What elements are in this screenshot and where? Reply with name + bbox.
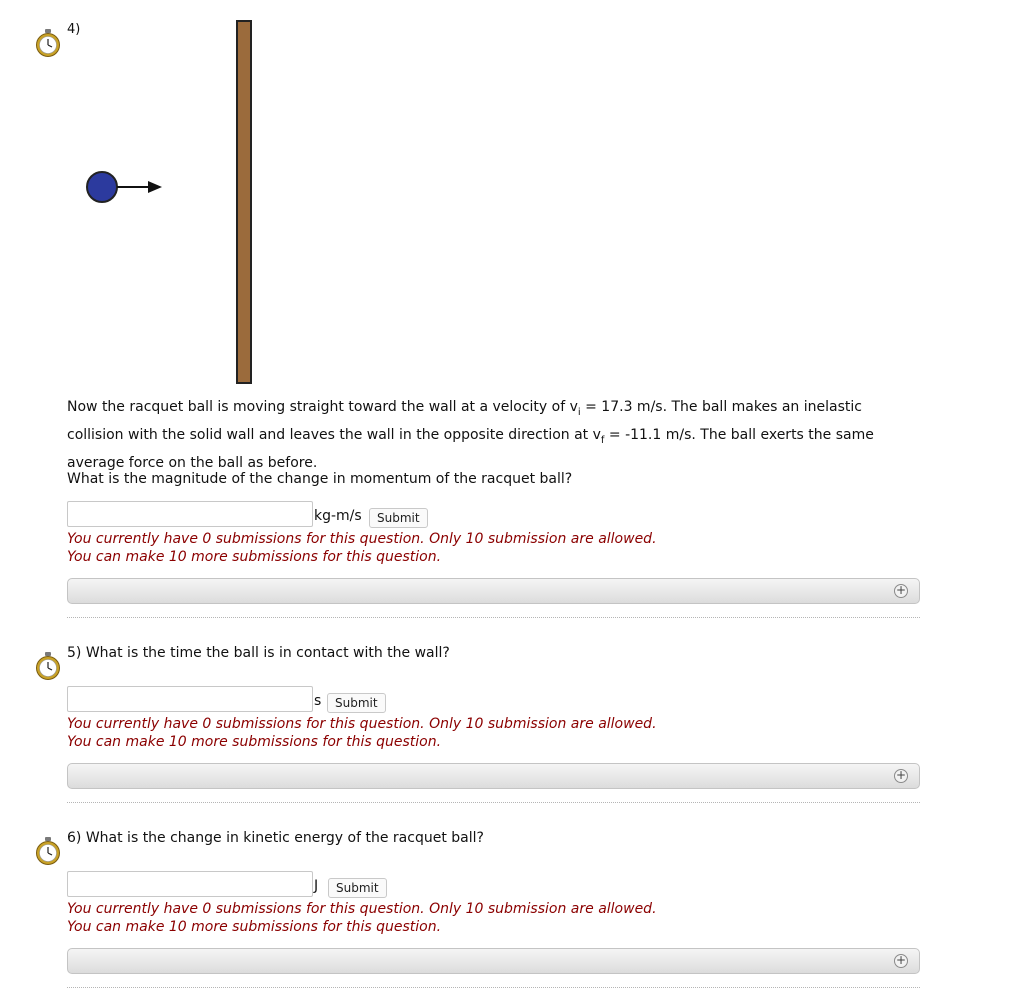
question-6-prompt: 6) What is the change in kinetic energy of the racquet ball? xyxy=(67,830,484,846)
divider xyxy=(67,617,920,618)
submit-button-q6[interactable]: Submit xyxy=(328,878,387,898)
submit-button-q5[interactable]: Submit xyxy=(327,693,386,713)
question-4-number: 4) xyxy=(67,22,81,37)
divider xyxy=(67,987,920,988)
plus-circle-icon[interactable]: + xyxy=(895,583,907,597)
submissions-remaining-q6: You can make 10 more submissions for this question. xyxy=(67,919,442,935)
hint-bar-q6[interactable] xyxy=(67,948,920,974)
plus-circle-icon[interactable]: + xyxy=(895,768,907,782)
submission-count-q5: You currently have 0 submissions for this question. Only 10 submission are allowed. xyxy=(67,716,657,732)
hint-bar-q5[interactable] xyxy=(67,763,920,789)
question-4-paragraph: Now the racquet ball is moving straight toward the wall at a velocity of $v_i = 17.3$ m/s. The ball makes an inelastic collision with the solid wall and leaves the wall in the opposite direction at $v_f = -11.1$ m/s. The ball exerts the same average force on the ball as before. xyxy=(67,399,874,471)
submission-count-q4: You currently have 0 submissions for this question. Only 10 submission are allowed. xyxy=(67,531,657,547)
velocity-arrowhead xyxy=(148,181,162,193)
collision-diagram xyxy=(80,15,270,390)
answer-input-q6[interactable] xyxy=(67,871,313,897)
unit-label-q6: J xyxy=(314,878,319,894)
stopwatch-icon xyxy=(35,28,61,58)
divider xyxy=(67,802,920,803)
stopwatch-icon xyxy=(35,651,61,681)
answer-input-q5[interactable] xyxy=(67,686,313,712)
unit-label-q4: kg-m/s xyxy=(314,508,362,524)
submit-button-q4[interactable]: Submit xyxy=(369,508,428,528)
hint-bar-q4[interactable] xyxy=(67,578,920,604)
stopwatch-icon xyxy=(35,836,61,866)
submissions-remaining-q4: You can make 10 more submissions for this question. xyxy=(67,549,442,565)
submission-count-q6: You currently have 0 submissions for this question. Only 10 submission are allowed. xyxy=(67,901,657,917)
submissions-remaining-q5: You can make 10 more submissions for this question. xyxy=(67,734,442,750)
question-5-prompt: 5) What is the time the ball is in contact with the wall? xyxy=(67,645,450,661)
answer-input-q4[interactable] xyxy=(67,501,313,527)
question-4-prompt: What is the magnitude of the change in momentum of the racquet ball? xyxy=(67,471,573,487)
racquet-ball xyxy=(87,172,117,202)
plus-circle-icon[interactable]: + xyxy=(895,953,907,967)
unit-label-q5: s xyxy=(314,693,322,709)
wall xyxy=(237,21,251,383)
